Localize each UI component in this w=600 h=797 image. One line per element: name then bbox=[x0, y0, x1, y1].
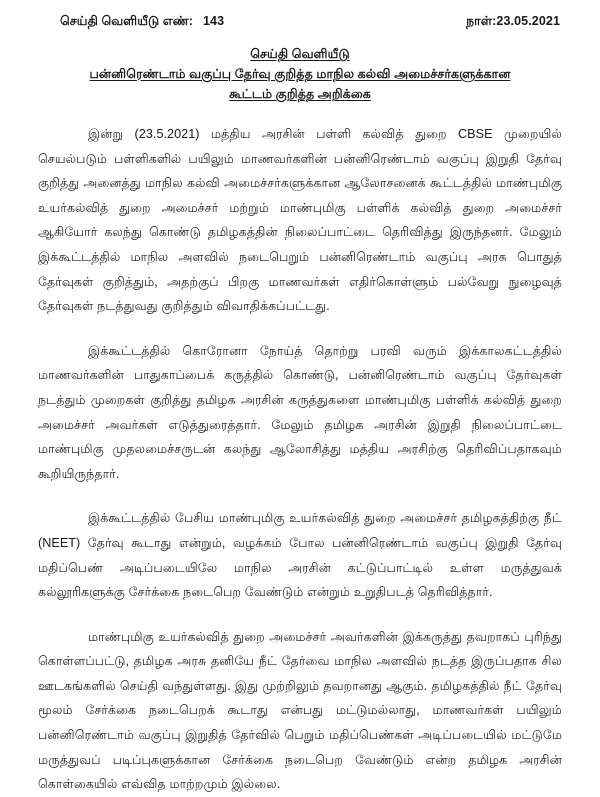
title-line-wrap-3 bbox=[38, 84, 562, 104]
page-subtitle-line-2: கூட்டம் குறித்த அறிக்கை bbox=[229, 87, 371, 101]
body-paragraph: இன்று (23.5.2021) மத்திய அரசின் பள்ளி கல்வித் துறை CBSE முறையில் செயல்படும் பள்ளிகளில் பயிலும் மாணவர்களின் பன்னிரெண்டாம் வகுப்பு இறுதி தேர்வு குறித்து அனைத்து மாநில கல்வி அமைச்சர்களுக்கான ஆலோசனைக் கூட்டத்தில் மாண்புமிகு உயர்கல்வித் துறை அமைச்சர் மற்றும் மாண்புமிகு பள்ளிக் கல்வித் துறை அமைச்சர் ஆகியோர் கலந்து கொண்டு தமிழகத்தின் நிலைப்பாட்டை தெரிவித்து இருந்தனர். மேலும் இக்கூட்டத்தில் மாநில அளவில் நடைபெறும் பன்னிரெண்டாம் வகுப்பு அரசு பொதுத் தேர்வுகள் குறித்தும், அதற்குப் பிறகு மாணவர்கள் எதிர்கொள்ளும் பல்வேறு நுழைவுத் தேர்வுகள் நடத்துவது குறித்தும் விவாதிக்கப்பட்டது. bbox=[38, 127, 562, 314]
document-title bbox=[38, 44, 562, 104]
body-paragraph: மாண்புமிகு உயர்கல்வித் துறை அமைச்சர் அவர்களின் இக்கருத்து தவறாகப் புரிந்து கொள்ளப்பட்டு, தமிழக அரசு தனியே நீட் தேர்வை மாநில அளவில் நடத்த இருப்பதாக சில ஊடகங்களில் செய்தி வந்துள்ளது. இது முற்றிலும் தவறானது ஆகும். தமிழகத்தில் நீட் தேர்வு மூலம் சேர்க்கை நடைபெறக் கூடாது என்பது மட்டுமல்லாது, மாணவர்கள் பயிலும் பன்னிரெண்டாம் வகுப்பு இறுதித் தேர்வில் பெறும் மதிப்பெண்கள் அடிப்படையில் மட்டுமே மருத்துவப் படிப்புகளுக்கான சேர்க்கை நடைபெற வேண்டும் என்ற தமிழக அரசின் கொள்கையில் எவ்வித மாற்றமும் இல்லை. bbox=[38, 629, 562, 792]
page-subtitle-line-1: பன்னிரெண்டாம் வகுப்பு தேர்வு குறித்த மாநில கல்வி அமைச்சர்களுக்கான bbox=[89, 67, 511, 81]
body-paragraph: இக்கூட்டத்தில் பேசிய மாண்புமிகு உயர்கல்வித் துறை அமைச்சர் தமிழகத்திற்கு நீட் (NEET) தேர்வு கூடாது என்றும், வழக்கம் போல பன்னிரெண்டாம் வகுப்பு இறுதி தேர்வு மதிப்பெண் அடிப்படையிலே மாநில அரசின் கட்டுப்பாட்டில் உள்ள மருத்துவக் கல்லூரிகளுக்கு சேர்க்கை நடைபெற வேண்டும் என்றும் உறுதிபடத் தெரிவித்தார். bbox=[38, 511, 562, 600]
document-date: நாள்:23.05.2021 bbox=[466, 14, 560, 28]
document-header bbox=[38, 0, 562, 30]
body-paragraph: இக்கூட்டத்தில் கொரோனா நோய்த் தொற்று பரவி வரும் இக்காலகட்டத்தில் மாணவர்களின் பாதுகாப்பைக் கருத்தில் கொண்டு, பன்னிரெண்டாம் வகுப்பு தேர்வுகள் நடத்தும் முறைகள் குறித்து தமிழக அரசின் கருத்துகளை மாண்புமிகு பள்ளிக் கல்வித் துறை அமைச்சர் அவர்கள் எடுத்துரைத்தார். மேலும் தமிழக அரசின் இறுதி நிலைப்பாட்டை மாண்புமிகு முதலமைச்சருடன் கலந்து ஆலோசித்து மத்திய அரசிற்கு தெரிவிப்பதாகவும் கூறியிருந்தார். bbox=[38, 343, 562, 481]
release-number-value: 143 bbox=[202, 14, 225, 28]
title-line-wrap-1 bbox=[38, 44, 562, 64]
release-number-block bbox=[60, 14, 224, 30]
release-number-label: செய்தி வெளியீடு எண்: bbox=[60, 14, 193, 28]
document-body bbox=[38, 122, 562, 797]
page-title: செய்தி வெளியீடு bbox=[250, 47, 350, 61]
title-line-wrap-2 bbox=[38, 64, 562, 84]
